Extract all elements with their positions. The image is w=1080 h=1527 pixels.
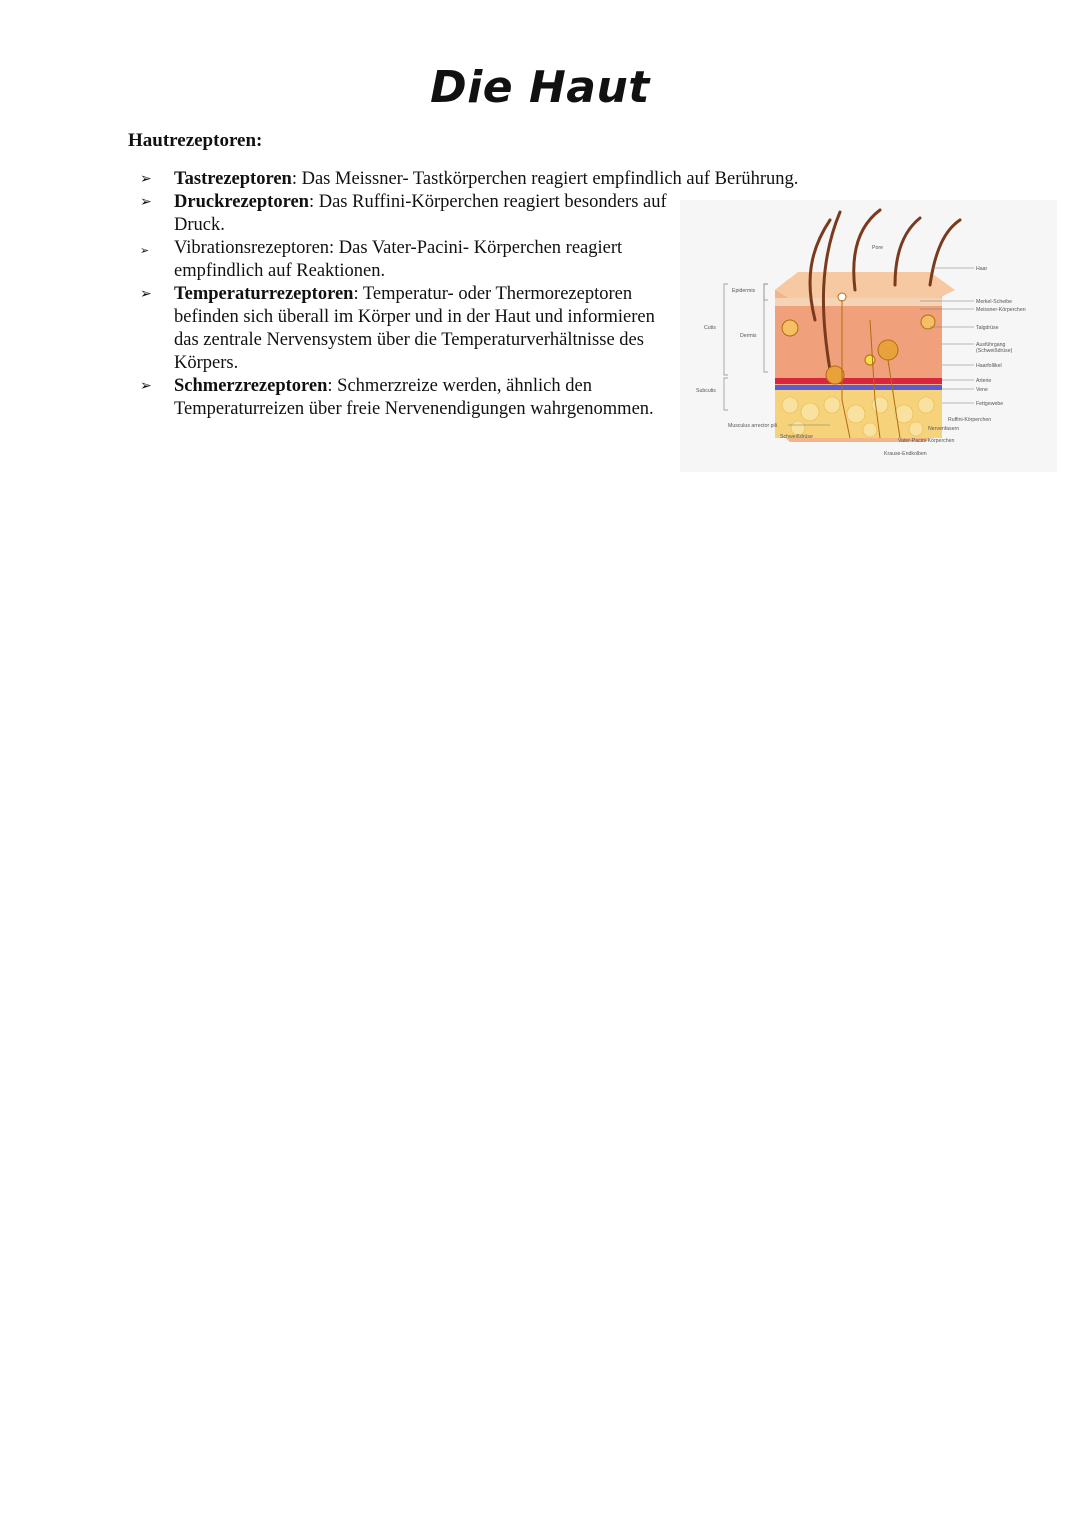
item-term: Tastrezeptoren (174, 169, 292, 189)
label-pore: Pore (872, 245, 883, 251)
item-text: : Das Ruffini-Körperchen reagiert besonders auf Druck. (174, 192, 667, 235)
list-item (140, 168, 860, 191)
label-nervenfasern: Nervenfasern (928, 426, 960, 432)
section-heading: Hautrezeptoren: (128, 130, 263, 151)
item-text: : Schmerzreize werden, ähnlich den Temperaturreizen über freie Nervenendigungen wahrgenommen. (174, 376, 654, 419)
label-haar: Haar (976, 266, 988, 272)
label-ruffini: Ruffini-Körperchen (948, 417, 992, 423)
list-item (140, 191, 674, 237)
arrow-bullet-icon: ➢ (140, 378, 152, 394)
label-schweiss: Schweißdrüse (780, 434, 813, 440)
list-item (140, 283, 674, 375)
arrow-bullet-icon: ➢ (140, 171, 152, 187)
list-item (140, 237, 674, 283)
item-term: Temperaturrezeptoren (174, 284, 354, 304)
label-pacini: Vater-Pacini-Körperchen (898, 438, 955, 444)
label-epidermis: Epidermis (732, 288, 756, 294)
label-arterie: Arterie (976, 378, 992, 384)
arrow-bullet-icon: ➢ (140, 286, 152, 302)
item-text: : Temperatur- oder Thermorezeptoren befinden sich überall im Körper und in der Haut und informieren das zentrale Nervensystem über die Temperaturverhältnisse des Körpers. (174, 284, 655, 373)
epidermis-surface (775, 272, 955, 300)
artery-band (775, 378, 942, 384)
item-text: : Das Meissner- Tastkörperchen reagiert empfindlich auf Berührung. (291, 169, 799, 189)
label-meissner: Meissner-Körperchen (976, 307, 1026, 313)
arrow-bullet-icon: ➢ (140, 194, 152, 210)
item-term: Druckrezeptoren (174, 192, 309, 212)
label-subcutis: Subcutis (696, 388, 716, 394)
label-cutis: Cutis (704, 325, 716, 331)
label-musculus: Musculus arrector pili (728, 423, 778, 429)
page-title: Die Haut (430, 62, 650, 113)
label-haarfollikel: Haarfollikel (976, 363, 1002, 369)
label-fett: Fettgewebe (976, 401, 1004, 407)
epidermis-layer (775, 298, 942, 306)
list-item (140, 375, 674, 421)
dermis-layer (775, 306, 942, 378)
vein-band (775, 385, 942, 390)
arrow-bullet-icon: ➢ (140, 244, 150, 257)
label-schweissdruese-paren: (Schweißdrüse) (976, 348, 1013, 354)
skin-cross-section-figure (680, 200, 1057, 472)
label-talg: Talgdrüse (976, 325, 999, 331)
label-vene: Vene (976, 387, 988, 393)
skin-diagram (680, 200, 1057, 472)
label-ausfuehrgang: Ausführgang (976, 342, 1006, 348)
layer-brackets (724, 284, 768, 410)
label-dermis: Dermis (740, 333, 757, 339)
label-merkel: Merkel-Scheibe (976, 299, 1013, 305)
item-text: Vibrationsrezeptoren: Das Vater-Pacini- Körperchen reagiert empfindlich auf Reaktionen. (174, 238, 623, 281)
item-term: Schmerzrezeptoren (174, 376, 328, 396)
label-krause: Krause-Endkolben (884, 451, 927, 457)
